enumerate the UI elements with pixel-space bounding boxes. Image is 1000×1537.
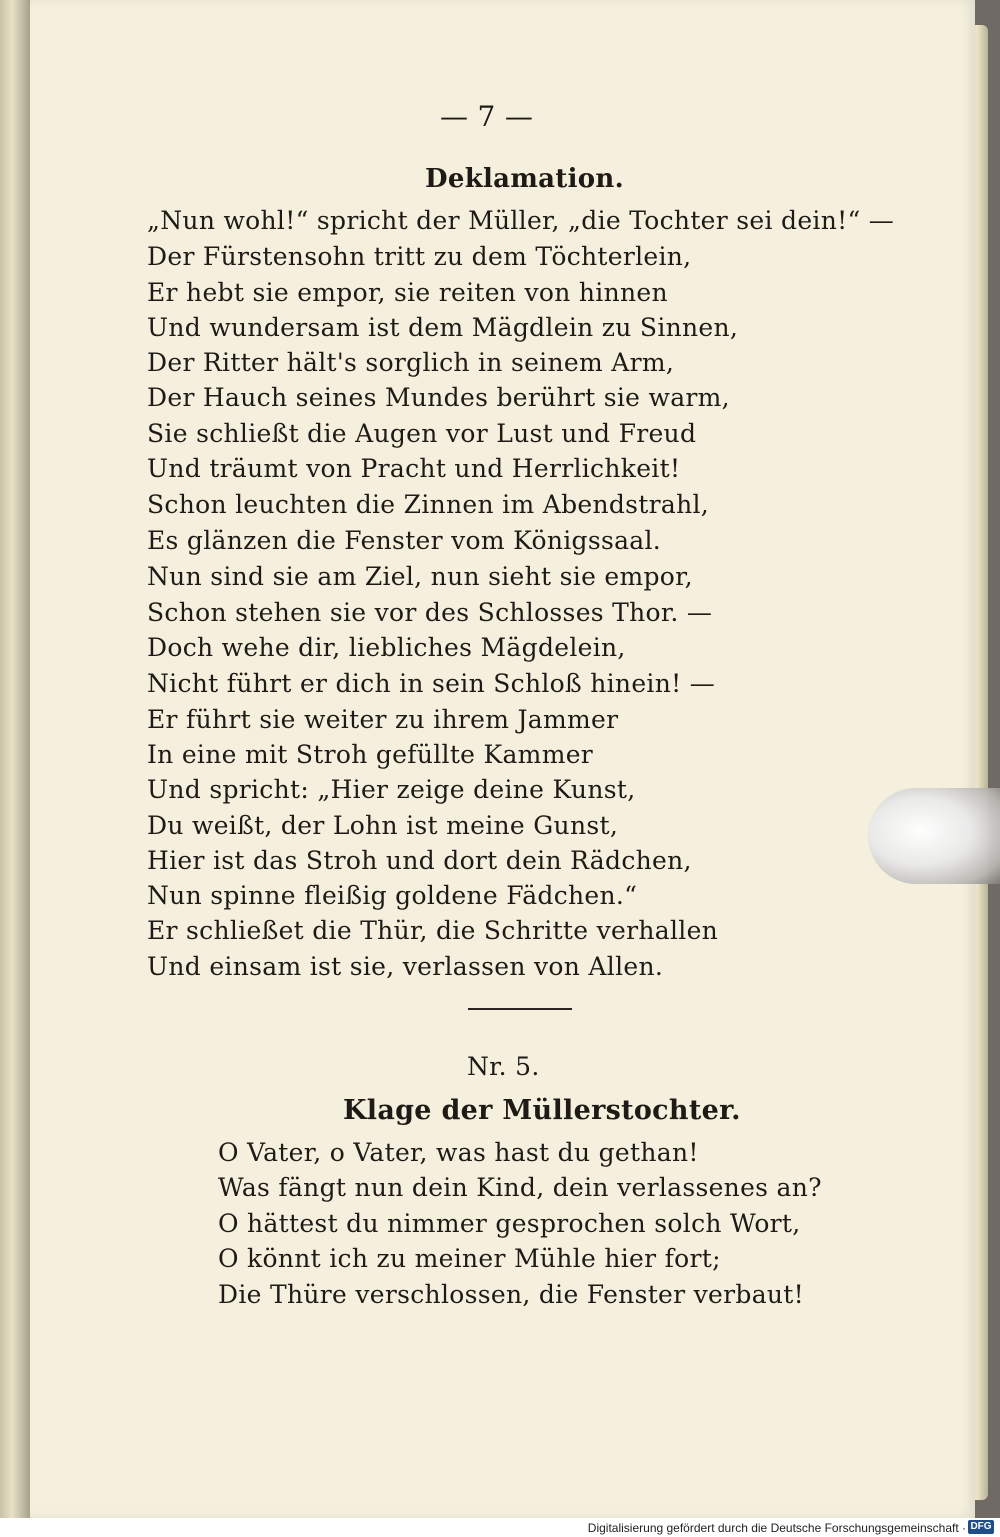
- poem-line: Der Ritter hält's sorglich in seinem Arm,: [147, 348, 675, 377]
- poem-line: Und spricht: „Hier zeige deine Kunst,: [147, 775, 636, 804]
- poem-line: Und wundersam ist dem Mägdlein zu Sinnen,: [147, 313, 739, 342]
- poem-line: O Vater, o Vater, was hast du gethan!: [218, 1138, 699, 1167]
- section-heading-klage: Klage der Müllerstochter.: [343, 1095, 741, 1126]
- poem-line: Er hebt sie empor, sie reiten von hinnen: [147, 278, 668, 307]
- poem-line: Nicht führt er dich in sein Schloß hinein! —: [147, 669, 716, 698]
- poem-line: Die Thüre verschlossen, die Fenster verbaut!: [218, 1280, 805, 1309]
- poem-line: Nun spinne fleißig goldene Fädchen.“: [147, 881, 638, 910]
- page-clip: [868, 788, 1000, 884]
- book-gutter: [0, 0, 30, 1518]
- poem-line: Der Hauch seines Mundes berührt sie warm,: [147, 383, 730, 412]
- section-heading-deklamation: Deklamation.: [425, 164, 624, 194]
- poem-line: Der Fürstensohn tritt zu dem Töchterlein,: [147, 242, 692, 271]
- poem-line: Schon leuchten die Zinnen im Abendstrahl,: [147, 490, 710, 519]
- song-number: Nr. 5.: [467, 1052, 540, 1081]
- poem-line: Schon stehen sie vor des Schlosses Thor. —: [147, 598, 713, 627]
- poem-line: Doch wehe dir, liebliches Mägdelein,: [147, 633, 626, 662]
- poem-line: Es glänzen die Fenster vom Königssaal.: [147, 526, 662, 555]
- digitization-credit: Digitalisierung gefördert durch die Deutsche Forschungsgemeinschaft ·: [587, 1521, 966, 1535]
- section-divider: [468, 1008, 572, 1010]
- poem-line: Und träumt von Pracht und Herrlichkeit!: [147, 454, 681, 483]
- poem-line: Sie schließt die Augen vor Lust und Freud: [147, 419, 697, 448]
- poem-line: Er schließet die Thür, die Schritte verhallen: [147, 916, 719, 945]
- poem-line: O könnt ich zu meiner Mühle hier fort;: [218, 1244, 721, 1273]
- poem-line: Und einsam ist sie, verlassen von Allen.: [147, 952, 664, 981]
- poem-line: Hier ist das Stroh und dort dein Rädchen,: [147, 846, 692, 875]
- poem-line: „Nun wohl!“ spricht der Müller, „die Tochter sei dein!“ —: [147, 206, 895, 235]
- dfg-logo-icon: DFG: [968, 1520, 994, 1534]
- poem-line: Was fängt nun dein Kind, dein verlassenes an?: [218, 1173, 822, 1202]
- poem-line: Nun sind sie am Ziel, nun sieht sie empor,: [147, 562, 693, 591]
- page-number: — 7 —: [440, 100, 534, 133]
- poem-line: O hättest du nimmer gesprochen solch Wort,: [218, 1209, 801, 1238]
- poem-line: In eine mit Stroh gefüllte Kammer: [147, 740, 594, 769]
- poem-line: Er führt sie weiter zu ihrem Jammer: [147, 705, 619, 734]
- poem-line: Du weißt, der Lohn ist meine Gunst,: [147, 811, 619, 840]
